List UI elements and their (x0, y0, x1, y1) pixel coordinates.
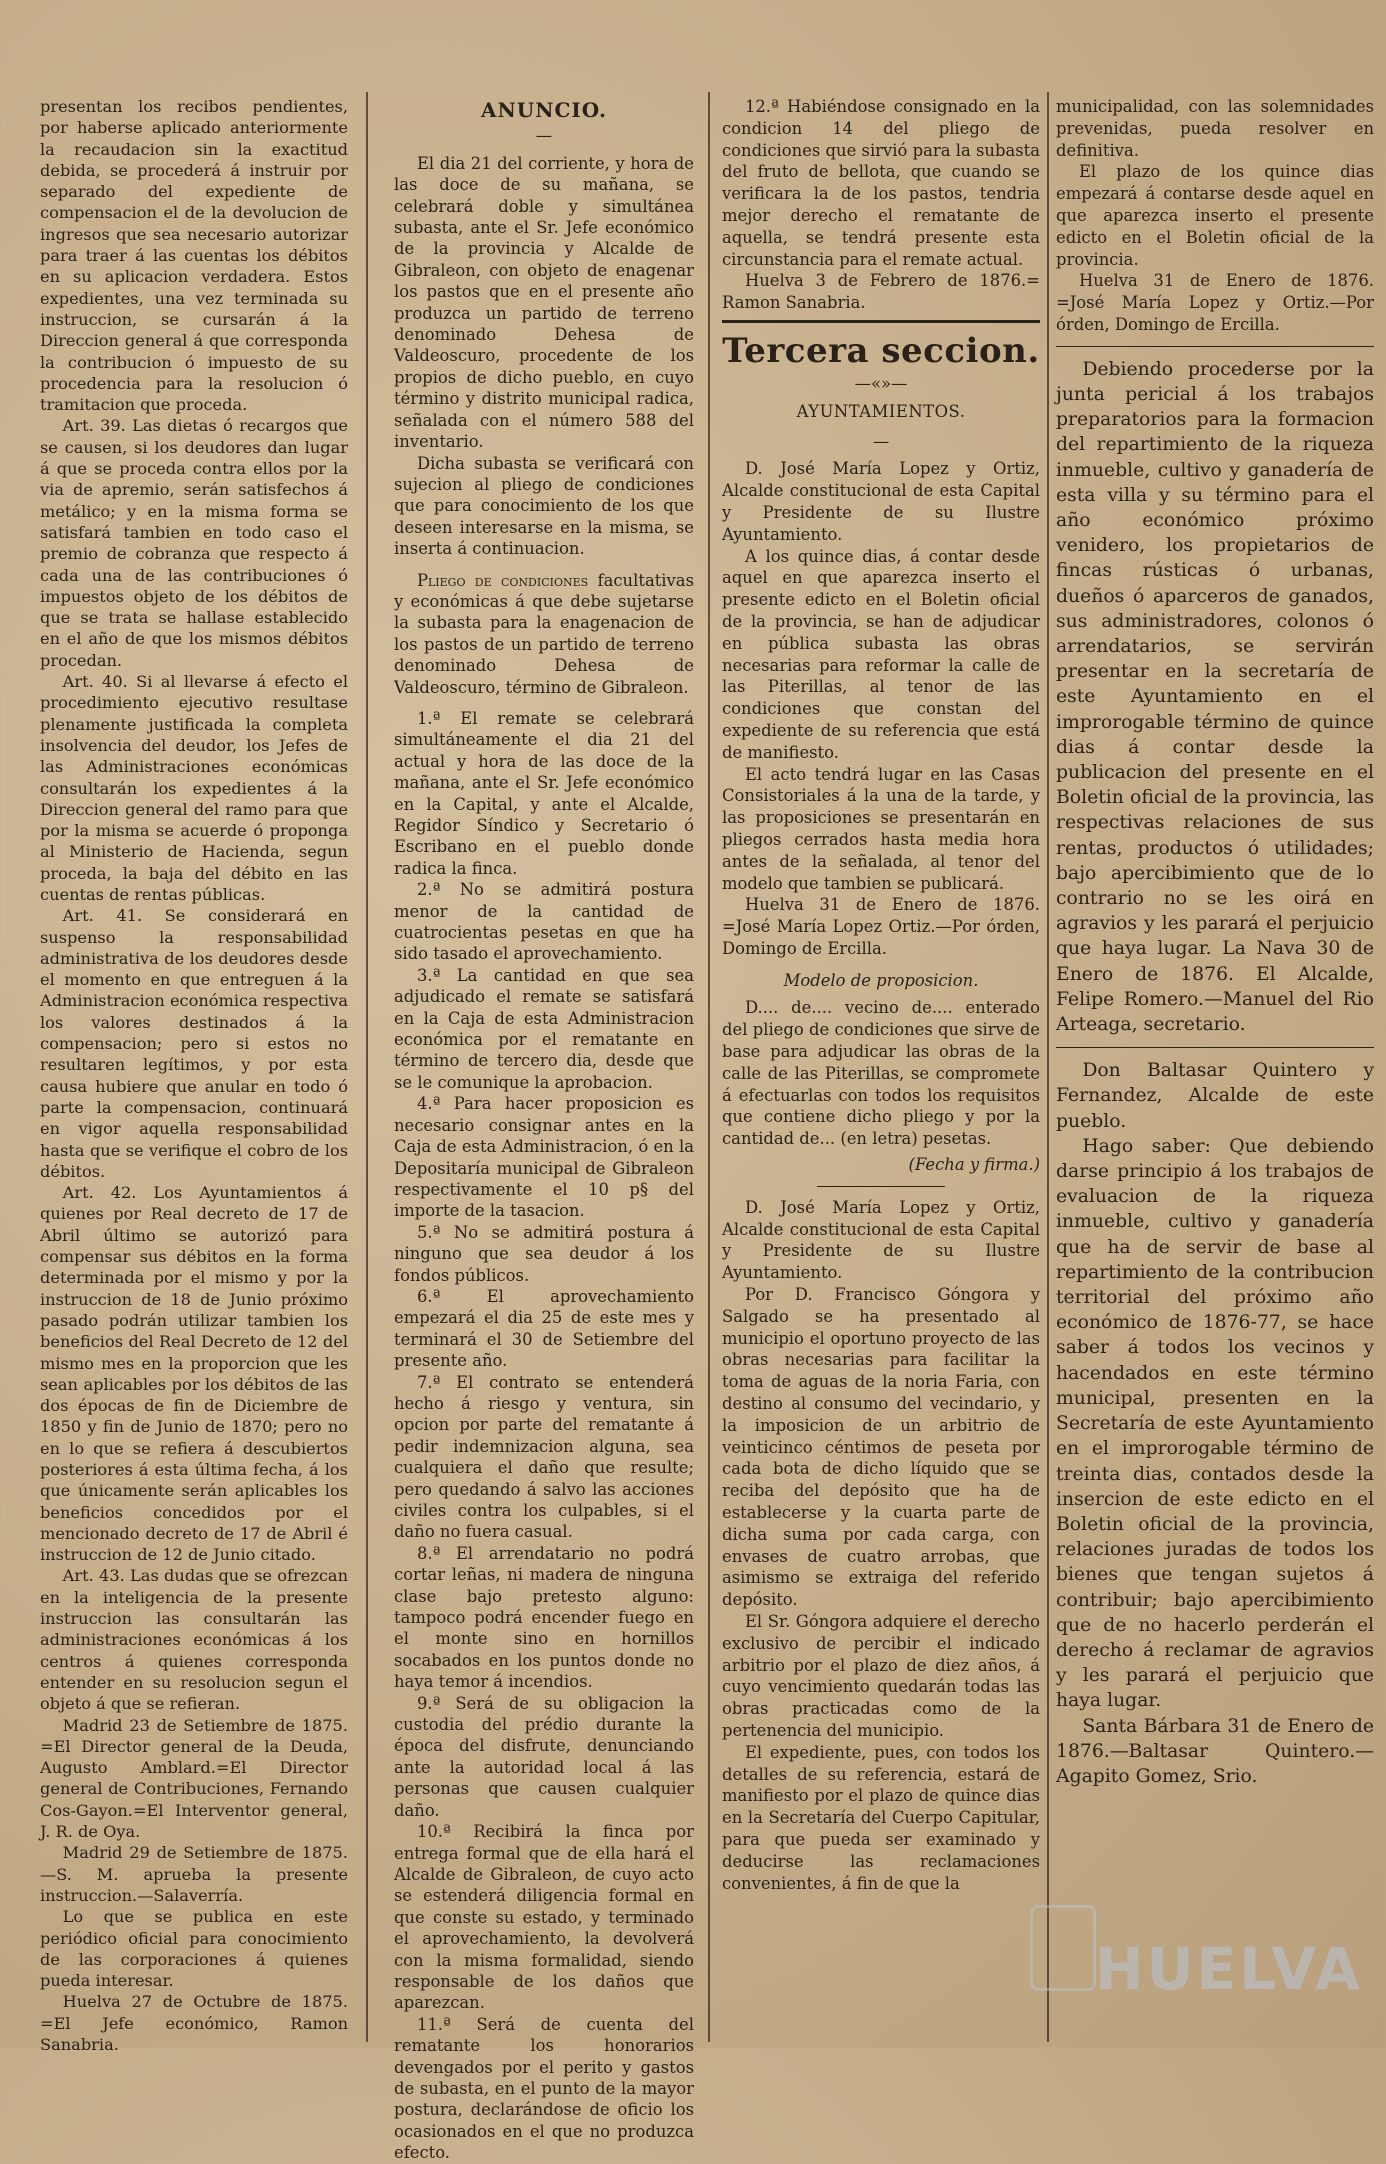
separator-rule (1056, 346, 1374, 347)
paragraph: Por D. Francisco Góngora y Salgado se ha presentado al municipio el oportuno proyecto de las obras necesarias para facilitar la toma de aguas de la noria Faria, con destino al consumo del vecindario, y la imposicion de un arbitrio de veinticinco céntimos de peseta por cada bota de dicho líquido que se reciba del depósito que ha de establecerse y la cuarta parte de dicha suma por cada carga, con envases de cuatro arrobas, que asimismo se extraiga del referido depósito. (722, 1285, 1040, 1610)
separator-rule (817, 1186, 944, 1187)
condition-item: 8.ª El arrendatario no podrá cortar leñas, ni madera de ninguna clase bajo pretesto alguno: tampoco podrá encender fuego en el monte sino en hornillos socabados en los puntos donde no haya temor á incendios. (394, 1543, 694, 1692)
paragraph: El expediente, pues, con todos los detalles de su referencia, estará de manifiesto por el plazo de quince dias en la Secretaría del Cuerpo Capitular, para que pueda ser examinado y deducirse las reclamaciones convenientes, á fin de que la (722, 1742, 1040, 1893)
dash-separator: — (535, 126, 553, 146)
article-42: Art. 42. Los Ayuntamientos á quienes por Real decreto de 17 de Abril último se autorizó para compensar sus débitos en la forma determinada por el mismo y por la instruccion de 18 de Junio próximo pasado podrán utilizar tambien los beneficios del Real Decreto de 12 del mismo mes en la proporcion que les sean aplicables por los débitos de las dos épocas de fin de Diciembre de 1850 y fin de Junio de 1870; pero no en lo que se refiera á descubiertos posteriores á esta última fecha, á los que únicamente serán aplicables los beneficios concedidos por el mencionado decreto de 17 de Abril é instruccion de 12 de Junio citado. (40, 1183, 348, 1565)
paragraph: municipalidad, con las solemnidades prevenidas, pueda resolver en definitiva. (1056, 97, 1374, 160)
condition-item: 3.ª La cantidad en que sea adjudicado el remate se satisfará en la Caja de esta Administracion económica por el rematante en término de tercero dia, desde que se le comunique la aprobacion. (394, 965, 694, 1092)
condition-item: 6.ª El aprovechamiento empezará el dia 25 de este mes y terminará el 30 de Setiembre del presente año. (394, 1286, 694, 1371)
edict-heading: D. José María Lopez y Ortiz, Alcalde constitucional de esta Capital y Presidente de su Ilustre Ayuntamiento. (722, 459, 1040, 544)
article-41: Art. 41. Se considerará en suspenso la responsabilidad administrativa de los deudores desde el momento en que entreguen á la Administracion económica respectiva los valores destinados á la compensacion; pero si estos no resultaren legítimos, y por esta causa hubiere que anular en todo ó parte la compensacion, continuará en vigor aquella responsabilidad hasta que se verifique el cobro de los débitos. (40, 906, 349, 1181)
pliego-label: Pliego de condiciones (416, 570, 589, 590)
paragraph: El dia 21 del corriente, y hora de las doce de su mañana, se celebrará doble y simultánea subasta, ante el Sr. Jefe económico de la provincia y Alcalde de Gibraleon, con objeto de enagenar los pastos que en el presente año produzca un partido de terreno denominado Dehesa de Valdeoscuro, procedente de los propios de dicho pueblo, en cuyo término y distrito municipal radica, señalada con el número 588 del inventario. (394, 153, 694, 452)
publication-note: Lo que se publica en este periódico oficial para conocimiento de las corporaciones á quienes pueda interesar. (40, 1907, 348, 1991)
signature-block: Huelva 27 de Octubre de 1875. =El Jefe económico, Ramon Sanabria. (40, 1992, 348, 2055)
column-2 (394, 96, 694, 2163)
condition-item: 2.ª No se admitirá postura menor de la cantidad de cuatrocientas pesetas en que ha sido tasado el aprovechamiento. (394, 880, 694, 964)
dash-separator: — (872, 431, 890, 451)
model-text: D.... de.... vecino de.... enterado del pliego de condiciones que sirve de base para adjudicar las obras de la calle de las Piterillas, se compromete á efectuarlas con todos los requisitos que contiene dicho pliego y por la cantidad de... (en letra) pesetas. (722, 998, 1040, 1149)
pliego-title (394, 570, 694, 698)
paragraph: El Sr. Góngora adquiere el derecho exclusivo de percibir el indicado arbitrio por el plazo de diez años, á cuyo vencimiento quedarán todas las obras practicadas como de la pertenencia del municipio. (722, 1612, 1040, 1740)
archive-seal-icon (1030, 1905, 1096, 1991)
condition-item: 10.ª Recibirá la finca por entrega formal que de ella hará el Alcalde de Gibraleon, de cuyo acto se estenderá diligencia formal en que conste su estado, y terminado el aprovechamiento, la devolverá con la misma formalidad, siendo responsable de los daños que aparezcan. (394, 1822, 694, 2013)
column-rule (366, 92, 368, 2042)
section-rule (722, 320, 1040, 323)
separator-rule (1056, 1047, 1374, 1048)
column-3 (722, 96, 1040, 2036)
paragraph: El acto tendrá lugar en las Casas Consistoriales á la una de la tarde, y las proposiciones se presentarán en pliegos cerrados hasta media hora antes de la señalada, al tenor del modelo que tambien se publicará. (722, 764, 1040, 893)
column-4 (1056, 96, 1374, 2036)
article-43: Art. 43. Las dudas que se ofrezcan en la inteligencia de la presente instruccion las consultarán las administraciones económicas á los centros á quienes corresponda entender en su resolucion segun el objeto á que se refieran. (40, 1566, 348, 1714)
paragraph: A los quince dias, á contar desde aquel en que aparezca inserto el presente edicto en el Boletin oficial de la provincia, se han de adjudicar en pública subasta las obras necesarias para reformar la calle de las Piterillas, al tenor de las condiciones que constan del expediente de su referencia que está de manifiesto. (722, 546, 1040, 762)
column-rule (1047, 92, 1049, 2042)
paragraph: Dicha subasta se verificará con sujecion al pliego de condiciones que para conocimiento de los que deseen interesarse en la misma, se inserta á continuacion. (394, 453, 694, 559)
condition-12: 12.ª Habiéndose consignado en la condicion 14 del pliego de condiciones que sirvió para la subasta del fruto de bellota, que cuando se verificara la de los pastos, tendria mejor derecho el rematante de aquella, se tendrá presente esta circunstancia para el remate actual. (722, 97, 1040, 269)
paragraph: El plazo de los quince dias empezará á contarse desde aquel en que aparezca inserto el presente edicto en el Boletin oficial de la provincia. (1056, 162, 1374, 269)
conditions-list (394, 708, 694, 2164)
column-1 (40, 96, 349, 2055)
article-40: Art. 40. Si al llevarse á efecto el procedimiento ejecutivo resultase plenamente justificada la completa insolvencia del deudor, los Jefes de las Administraciones económicas consultarán los expedientes á la Direccion general del ramo para que por la misma se acuerde ó proponga al Ministerio de Hacienda, segun proceda, la baja del débito en las cuentas de rentas públicas. (40, 672, 348, 904)
column-rule (708, 92, 710, 2042)
section-subtitle: AYUNTAMIENTOS. (796, 401, 966, 421)
archive-watermark: HUELVA (1095, 1935, 1364, 2003)
signature-block: Huelva 31 de Enero de 1876. =José María Lopez y Ortiz.—Por órden, Domingo de Ercilla. (1056, 271, 1374, 334)
pliego-rest: facultativas y económicas á que debe sujetarse la subasta para la enagenacion de los pastos de un partido de terreno denominado Dehesa de Valdeoscuro, término de Gibraleon. (394, 570, 694, 697)
edict-heading: D. José María Lopez y Ortiz, Alcalde constitucional de esta Capital y Presidente de su Ilustre Ayuntamiento. (722, 1197, 1040, 1283)
condition-item: 7.ª El contrato se entenderá hecho á riesgo y ventura, sin opcion por parte del rematante á pedir indemnizacion alguna, sea cualquiera el daño que resulte; pero quedando á salvo las acciones civiles contra los culpables, si el daño no fuera casual. (394, 1372, 694, 1542)
signature-block: Huelva 3 de Febrero de 1876.= Ramon Sanabria. (722, 271, 1040, 313)
section-mark: —«»— (854, 373, 908, 393)
paragraph: Hago saber: Que debiendo darse principio á los trabajos de evaluacion de la riqueza inmueble, cultivo y ganadería que ha de servir de base al repartimiento de la contribucion territorial del próximo año económico de 1876-77, se hace saber á todos los vecinos y hacendados en este término municipal, presenten en la Secretaría de este Ayuntamiento en el improrogable término de treinta dias, contados desde la insercion de este edicto en el Boletin oficial de la provincia, relaciones juradas de todos los bienes que tengan sujetos á contribuir; bajo apercibimiento que de no hacerlo perderán el derecho á reclamar de agravios y les parará el perjuicio que haya lugar. (1056, 1135, 1374, 1712)
nava-edict: Debiendo procederse por la junta pericial á los trabajos preparatorios para la formacion del repartimiento de la riqueza inmueble, cultivo y ganadería de esta villa y su término para el año económico próximo venidero, los propietarios de fincas rústicas ó urbanas, dueños ó aparceros de ganados, sus administradores, colonos ó arrendatarios, se servirán presentar en la secretaría de este Ayuntamiento en el improrogable término de quince dias á contar desde la publicacion del presente en el Boletin oficial de la provincia, las respectivas relaciones de sus rentas, productos ó utilidades; bajo apercibimiento que de lo contrario no se les oirá en agravios y les parará el perjuicio que haya lugar. La Nava 30 de Enero de 1876. El Alcalde, Felipe Romero.—Manuel del Rio Arteaga, secretario. (1056, 358, 1374, 1036)
approval: Madrid 29 de Setiembre de 1875. —S. M. aprueba la presente instruccion.—Salaverría. (40, 1843, 348, 1905)
condition-item: 11.ª Será de cuenta del rematante los honorarios devengados por el perito y gastos de subasta, en el punto de la mayor postura, declarándose de oficio los ocasionados en el que no produzca efecto. (394, 2014, 694, 2163)
paragraph: presentan los recibos pendientes, por haberse aplicado anteriormente la recaudacion sin la exactitud debida, se procederá á instruir por separado del expediente de compensacion el de la devolucion de ingresos que sea necesario autorizar para traer á las cuentas los débitos en su aplicacion verdadera. Estos expedientes, una vez terminada su instruccion, se cursarán á la Direccion general á que corresponda la contribucion ó impuesto de su procedencia para la resolucion ó tramitacion que proceda. (40, 97, 348, 415)
article-39: Art. 39. Las dietas ó recargos que se causen, si los deudores dan lugar á que se proceda contra ellos por la via de apremio, serán satisfechos á metálico; y en la misma forma se satisfará tambien en todo caso el premio de cobranza que respecto á cada una de las contribuciones ó impuestos objeto de los débitos de que se trata se hallase establecido en el año de que los mismos débitos procedan. (40, 416, 348, 670)
condition-item: 5.ª No se admitirá postura á ninguno que sea deudor á los fondos públicos. (394, 1222, 694, 1285)
section-title: Tercera seccion. (722, 330, 1040, 371)
signature-block: Santa Bárbara 31 de Enero de 1876.—Baltasar Quintero.—Agapito Gomez, Srio. (1056, 1715, 1374, 1787)
condition-item: 9.ª Será de su obligacion la custodia del prédio durante la época del disfrute, denunciando ante la autoridad local á las personas que causen cualquier daño. (394, 1693, 694, 1820)
anuncio-heading: ANUNCIO. (480, 98, 607, 122)
model-signature: (Fecha y firma.) (908, 1155, 1040, 1175)
model-title: Modelo de proposicion. (783, 970, 979, 990)
edict-heading: Don Baltasar Quintero y Fernandez, Alcalde de este pueblo. (1056, 1060, 1374, 1132)
signature-block: Madrid 23 de Setiembre de 1875. =El Director general de la Deuda, Augusto Amblard.=El Director general de Contribuciones, Fernando Cos-Gayon.=El Interventor general, J. R. de Oya. (40, 1715, 348, 1842)
condition-item: 1.ª El remate se celebrará simultáneamente el dia 21 del actual y hora de las doce de la mañana, ante el Sr. Jefe económico en la Capital, y ante el Alcalde, Regidor Síndico y Secretario ó Escribano en el pueblo donde radica la finca. (394, 708, 694, 878)
signature-block: Huelva 31 de Enero de 1876. =José María Lopez Ortiz.—Por órden, Domingo de Ercilla. (722, 895, 1040, 958)
condition-item: 4.ª Para hacer proposicion es necesario consignar antes en la Caja de esta Administracion, ó en la Depositaría municipal de Gibraleon respectivamente el 10 p§ del importe de la tasacion. (394, 1094, 694, 1221)
